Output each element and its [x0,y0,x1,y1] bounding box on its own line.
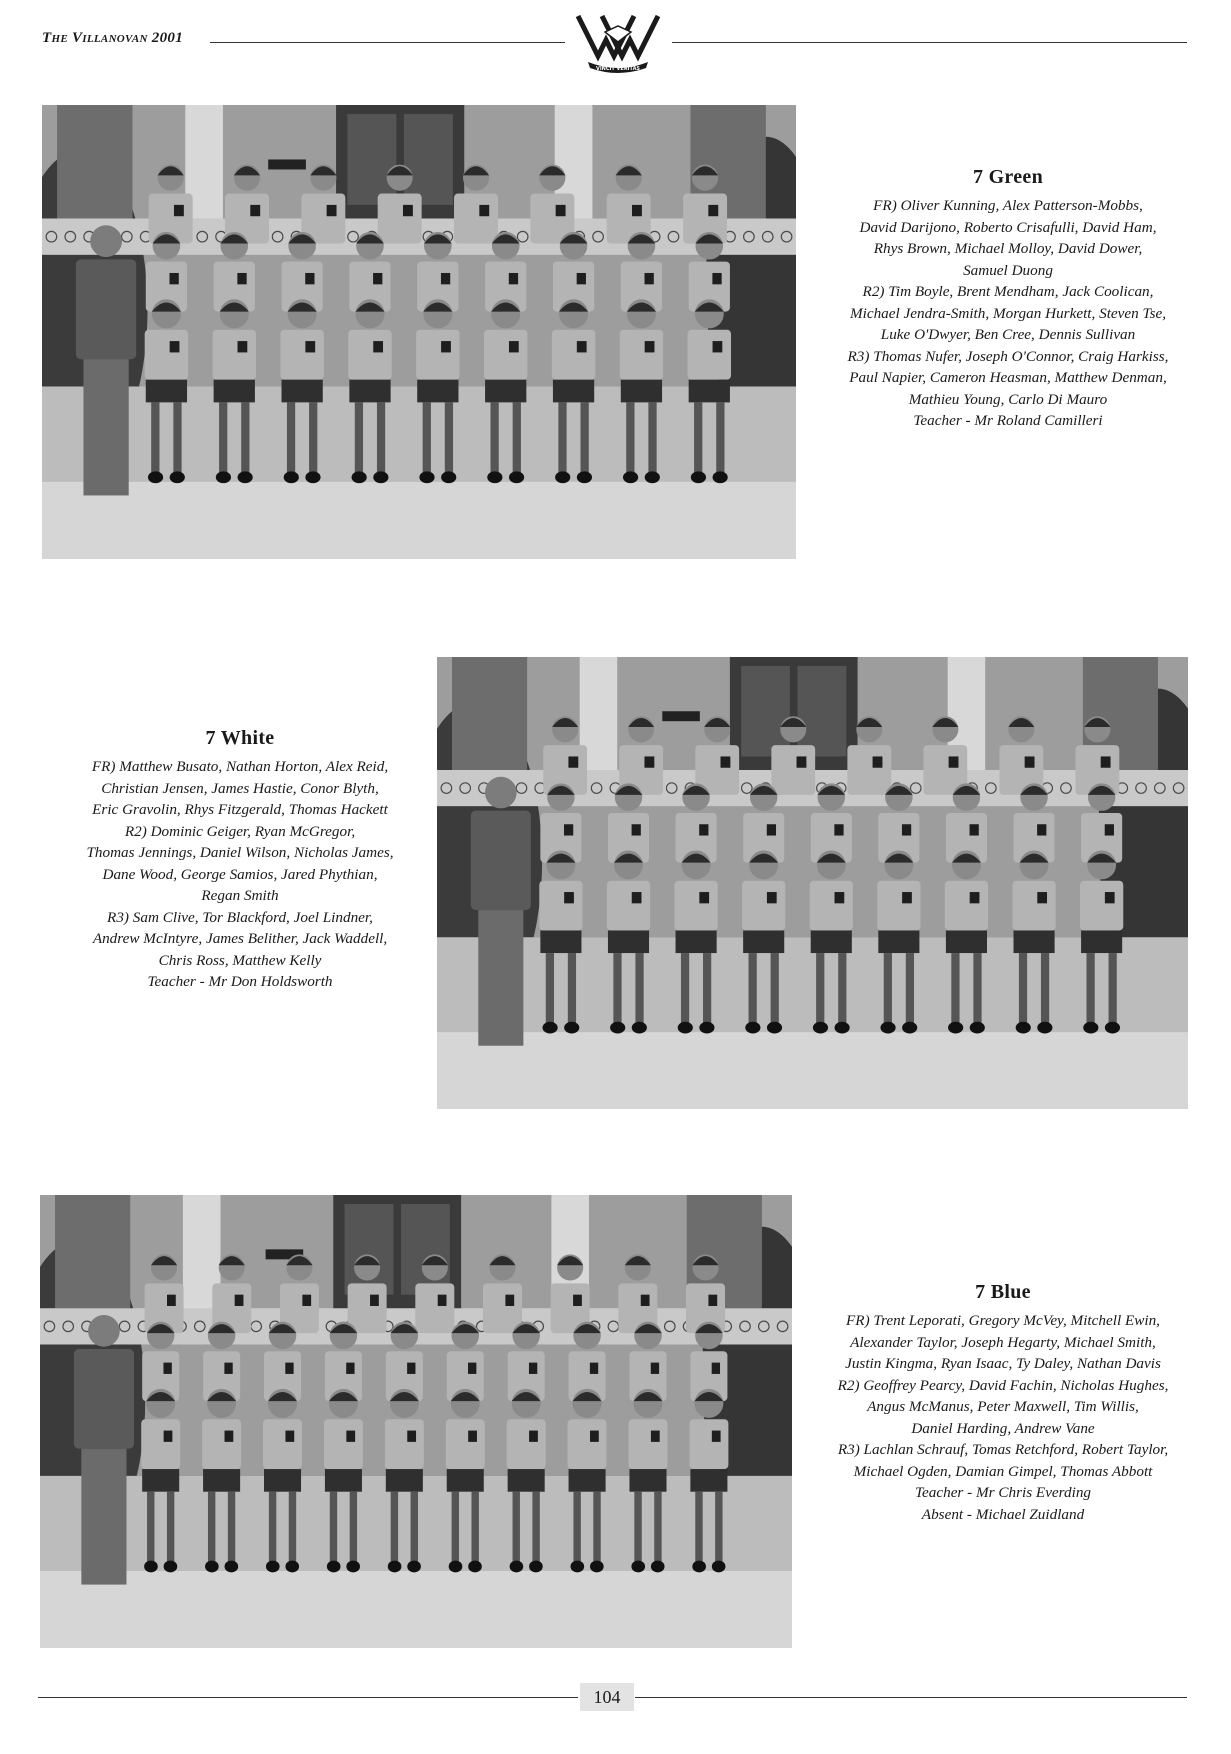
class-photo-7-green [42,105,796,559]
crest-motto: VINCIT VERITAS [595,66,641,72]
caption-line: Rhys Brown, Michael Molloy, David Dower, [873,240,1143,257]
caption-line: R2) Tim Boyle, Brent Mendham, Jack Coolican, [862,283,1154,300]
class-photo-illustration [437,657,1188,1109]
caption-line: Angus McManus, Peter Maxwell, Tim Willis, [867,1398,1139,1415]
class-photo-7-blue [40,1195,792,1648]
caption-line: Daniel Harding, Andrew Vane [911,1419,1095,1437]
caption-line: FR) Trent Leporati, Gregory McVey, Mitchell Ewin, [846,1312,1160,1329]
page-number: 104 [580,1683,634,1711]
caption-line: Andrew McIntyre, James Belither, Jack Waddell, [92,930,388,947]
caption-7-blue [808,1281,1198,1525]
caption-line: Justin Kingma, Ryan Isaac, Ty Daley, Nathan Davis [845,1355,1161,1372]
caption-line: Teacher - Mr Chris Everding [914,1484,1092,1501]
caption-line: David Darijono, Roberto Crisafulli, David Ham, [859,218,1157,236]
caption-line: R3) Thomas Nufer, Joseph O'Connor, Craig Harkiss, [847,347,1169,365]
caption-line: Teacher - Mr Don Holdsworth [147,973,333,990]
footer-rule-right [635,1697,1187,1698]
caption-line: Michael Jendra-Smith, Morgan Hurkett, Steven Tse, [849,304,1167,322]
caption-line: Christian Jensen, James Hastie, Conor Blyth, [101,779,379,797]
header-rule-right [672,42,1187,43]
caption-line: Thomas Jennings, Daniel Wilson, Nicholas James, [86,844,394,861]
vv-crest-icon [572,12,664,76]
caption-7-white [40,727,440,993]
caption-line: Alexander Taylor, Joseph Hegarty, Michael Smith, [850,1333,1156,1351]
class-photo-illustration [42,105,796,559]
caption-line: Teacher - Mr Roland Camilleri [913,412,1103,429]
class-title: 7 Green [972,166,1044,188]
caption-line: R2) Geoffrey Pearcy, David Fachin, Nicholas Hughes, [837,1376,1169,1394]
caption-line: Absent - Michael Zuidland [921,1505,1085,1523]
caption-line: Mathieu Young, Carlo Di Mauro [908,390,1108,408]
caption-line: Regan Smith [201,887,279,904]
caption-line: Samuel Duong [963,261,1053,279]
class-title: 7 Blue [975,1281,1031,1303]
caption-line: Eric Gravolin, Rhys Fitzgerald, Thomas Hackett [92,801,388,818]
school-crest-logo [572,12,664,76]
footer-rule-left [38,1697,578,1698]
publication-title: The Villanovan 2001 [42,30,184,46]
caption-line: Luke O'Dwyer, Ben Cree, Dennis Sullivan [880,326,1136,343]
caption-line: Dane Wood, George Samios, Jared Phythian, [102,865,378,883]
caption-line: R2) Dominic Geiger, Ryan McGregor, [124,822,356,840]
caption-7-green [818,166,1198,432]
class-photo-illustration [40,1195,792,1648]
header-rule-left [210,42,565,43]
caption-line: Chris Ross, Matthew Kelly [158,951,322,969]
class-photo-7-white [437,657,1188,1109]
class-title: 7 White [205,727,275,749]
caption-line: FR) Oliver Kunning, Alex Patterson-Mobbs, [873,197,1143,214]
caption-line: Michael Ogden, Damian Gimpel, Thomas Abbott [853,1462,1153,1480]
caption-line: R3) Lachlan Schrauf, Tomas Retchford, Robert Taylor, [837,1441,1169,1458]
caption-line: R3) Sam Clive, Tor Blackford, Joel Lindner, [107,908,373,926]
caption-line: Paul Napier, Cameron Heasman, Matthew Denman, [849,369,1167,386]
caption-line: FR) Matthew Busato, Nathan Horton, Alex Reid, [91,758,389,775]
